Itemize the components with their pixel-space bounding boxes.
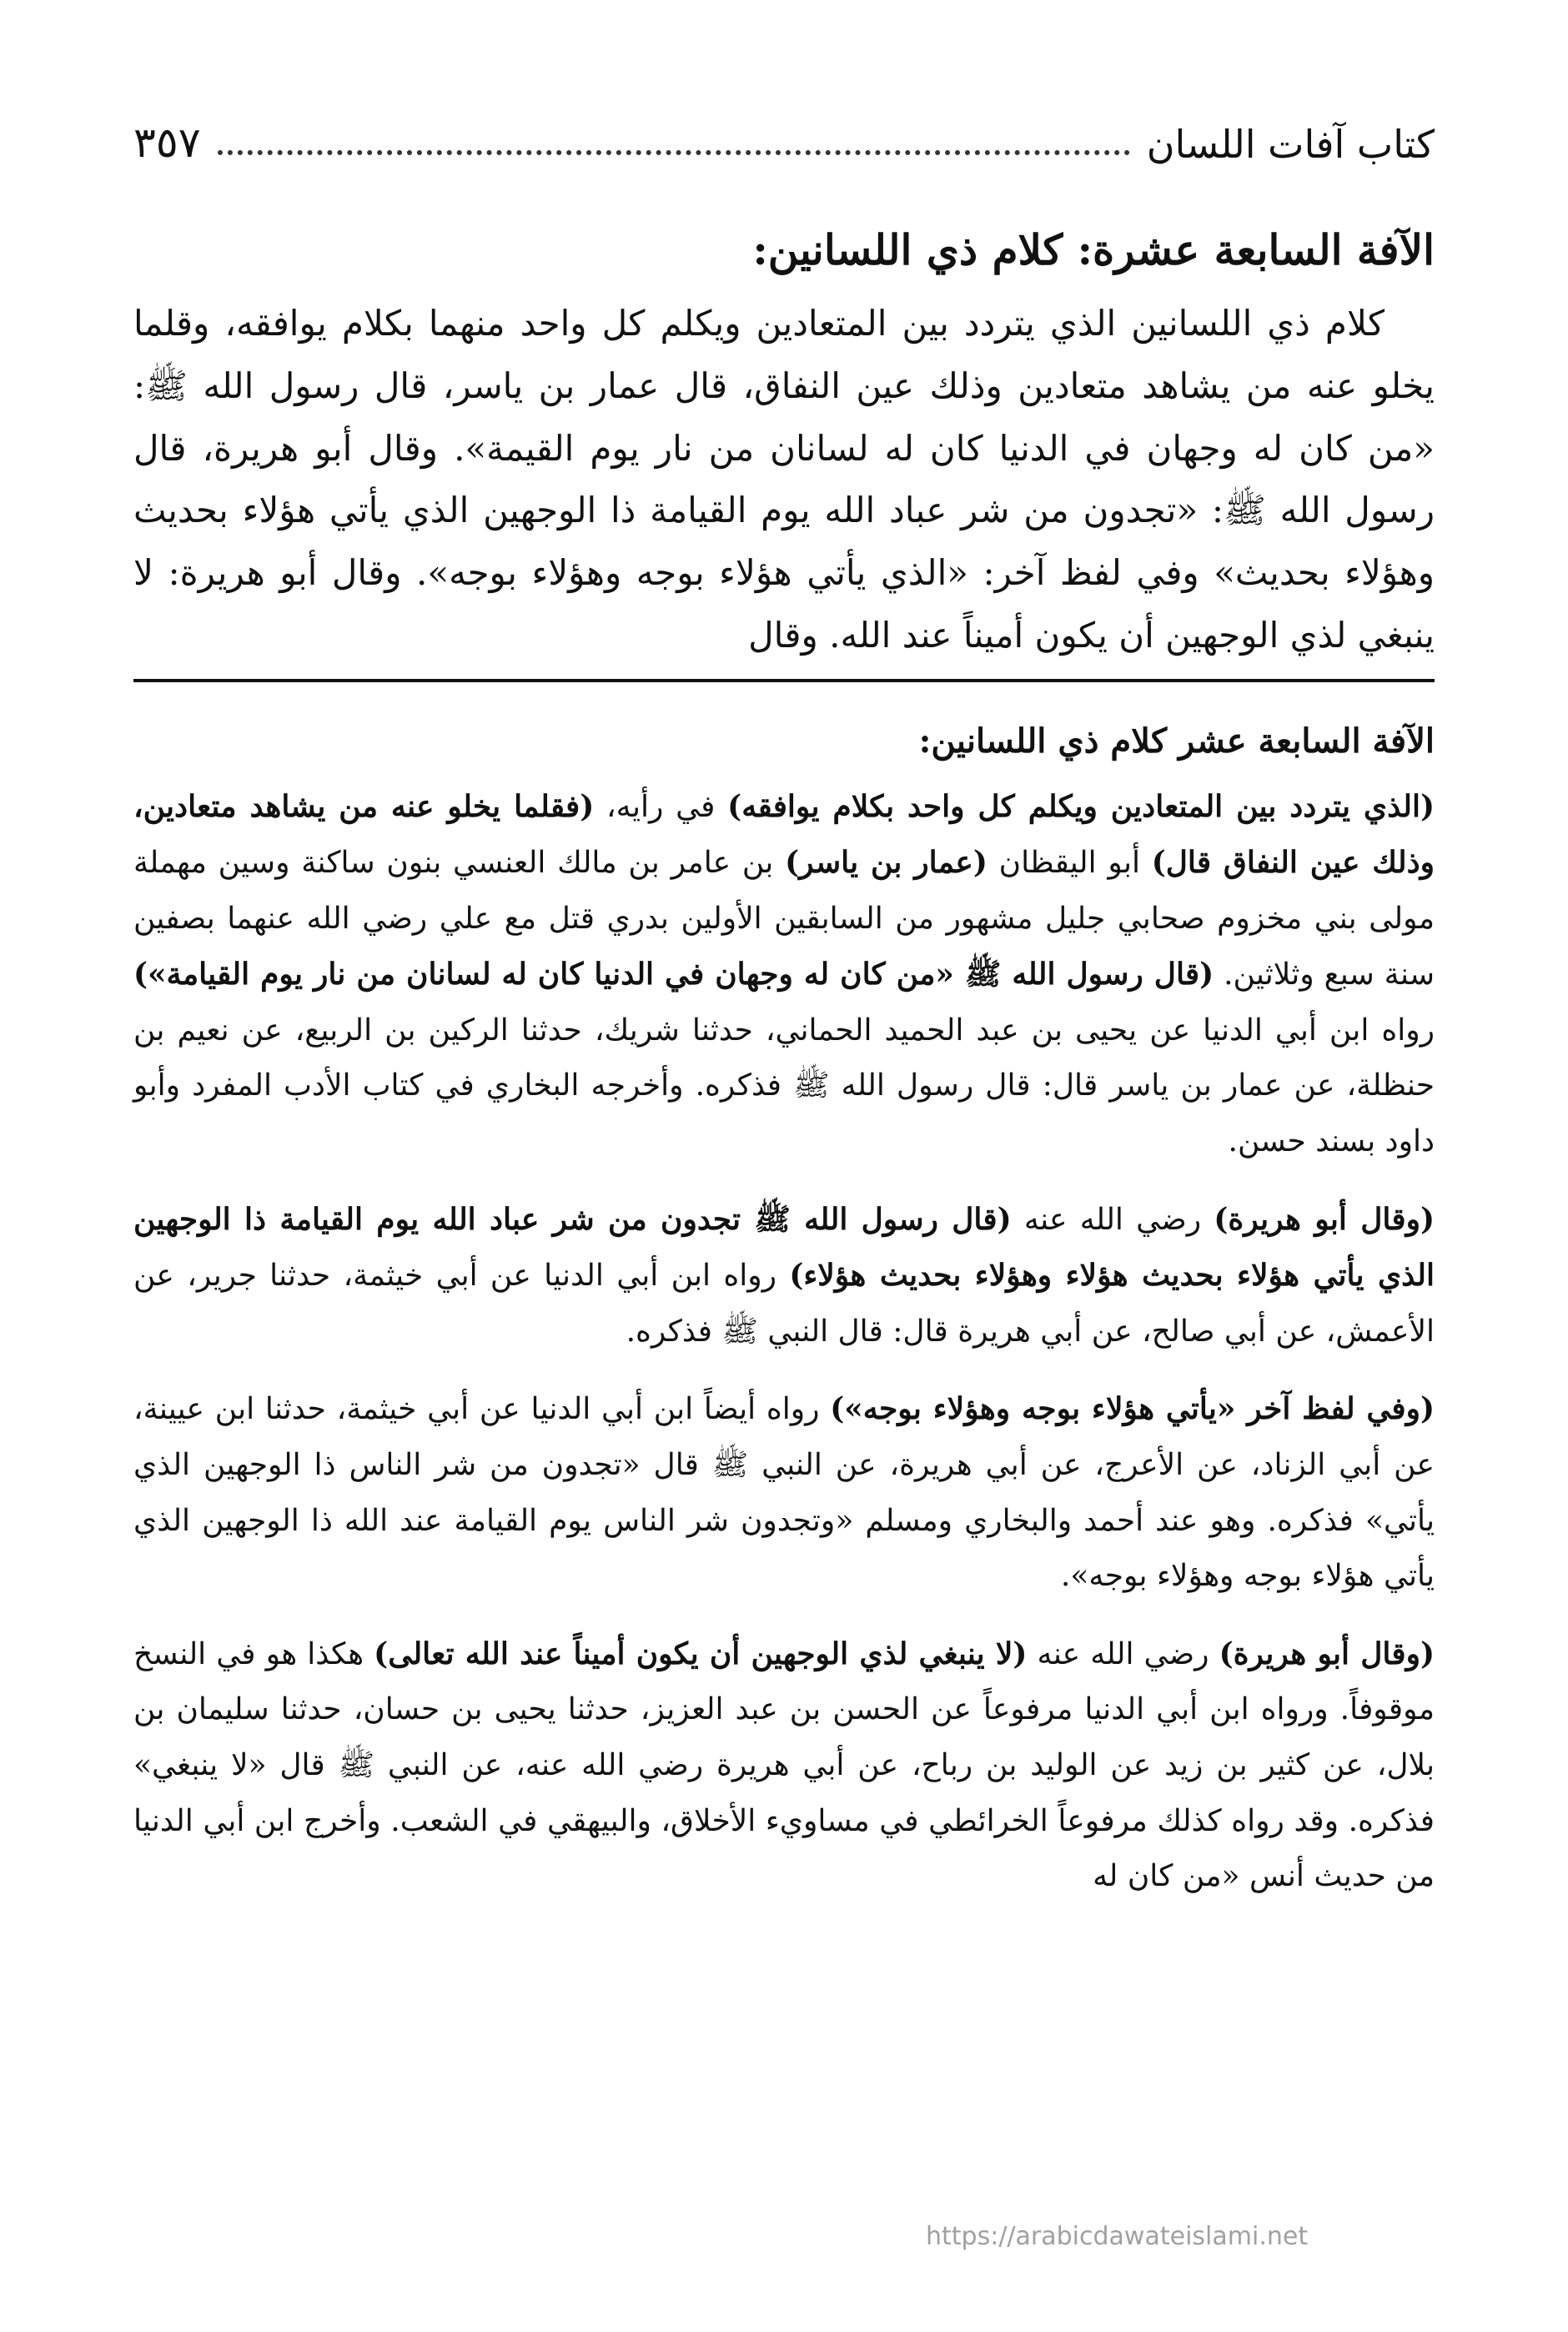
- commentary-paragraph: [133, 1192, 1435, 1360]
- quoted-text: (قال رسول الله ﷺ تجدون من شر عباد الله يوم القيامة ذا الوجهين الذي يأتي هؤلاء بحديث هؤلاء وهؤلاء بحديث هؤلاء): [133, 1201, 1435, 1294]
- running-header: [133, 100, 1435, 167]
- quoted-text: (قال رسول الله ﷺ «من كان له وجهان في الدنيا كان له لسانان من نار يوم القيامة»): [133, 957, 1214, 993]
- commentary-text: رواه أيضاً ابن أبي الدنيا عن أبي خيثمة، حدثنا ابن عيينة، عن أبي الزناد، عن الأعرج، عن أبي هريرة، عن النبي ﷺ قال «تجدون من شر الناس ذا الوجهين الذي يأتي» فذكره. وهو عند أحمد والبخاري ومسلم «وتجدون شر الناس يوم القيامة عند الله ذا الوجهين الذي يأتي هؤلاء بوجه وهؤلاء بوجه».: [133, 1392, 1435, 1594]
- book-page: [133, 100, 1435, 1927]
- quoted-text: (فقلما يخلو عنه من يشاهد متعادين، وذلك عين النفاق قال): [133, 788, 1435, 881]
- quoted-text: (وقال أبو هريرة): [1214, 1201, 1435, 1237]
- quoted-text: (وفي لفظ آخر «يأتي هؤلاء بوجه وهؤلاء بوجه»): [830, 1391, 1435, 1427]
- quoted-text: (عمار بن ياسر): [785, 845, 988, 881]
- commentary-text: بن عامر بن مالك العنسي بنون ساكنة وسين مهملة مولى بني مخزوم صحابي جليل مشهور من السابقين الأولين بدري قتل مع علي رضي الله عنهما بصفين سنة سبع وثلاثين.: [133, 846, 1435, 993]
- quoted-text: (وقال أبو هريرة): [1219, 1636, 1435, 1671]
- leader-dots: [218, 150, 1130, 155]
- section-title: الآفة السابعة عشرة: كلام ذي اللسانين:: [752, 225, 1435, 274]
- quoted-text: (الذي يتردد بين المتعادين ويكلم كل واحد بكلام يوافقه): [727, 788, 1435, 824]
- footnote-divider: [133, 679, 1435, 682]
- commentary: [133, 711, 1435, 1905]
- commentary-paragraph: [133, 1381, 1435, 1604]
- commentary-paragraph: [133, 779, 1435, 1170]
- commentary-text: أبو اليقظان: [987, 846, 1152, 881]
- commentary-text: في رأيه،: [594, 789, 728, 824]
- commentary-text: رضي الله عنه: [1011, 1202, 1214, 1237]
- main-paragraph: كلام ذي اللسانين الذي يتردد بين المتعادين ويكلم كل واحد منهما بكلام يوافقه، وقلما يخلو عنه من يشاهد متعادين وذلك عين النفاق، قال عمار بن ياسر، قال رسول الله ﷺ: «من كان له وجهان في الدنيا كان له لسانان من نار يوم القيمة». وقال أبو هريرة، قال رسول الله ﷺ: «تجدون من شر عباد الله يوم القيامة ذا الوجهين الذي يأتي هؤلاء بحديث وهؤلاء بحديث» وفي لفظ آخر: «الذي يأتي هؤلاء بوجه وهؤلاء بوجه». وقال أبو هريرة: لا ينبغي لذي الوجهين أن يكون أميناً عند الله. وقال: [133, 303, 1435, 656]
- commentary-text: رواه ابن أبي الدنيا عن يحيى بن عبد الحميد الحماني، حدثنا شريك، حدثنا الركين بن الربيع، عن نعيم بن حنظلة، عن عمار بن ياسر قال: قال رسول الله ﷺ فذكره. وأخرجه البخاري في كتاب الأدب المفرد وأبو داود بسند حسن.: [133, 1013, 1435, 1159]
- quoted-text: (لا ينبغي لذي الوجهين أن يكون أميناً عند الله تعالى): [374, 1636, 1028, 1671]
- running-title: كتاب آفات اللسان: [1146, 122, 1435, 167]
- commentary-paragraph: [133, 1626, 1435, 1905]
- commentary-text: رضي الله عنه: [1027, 1636, 1219, 1671]
- page-number: ٣٥٧: [133, 118, 201, 167]
- watermark-url: https://arabicdawateislami.net: [926, 2222, 1309, 2251]
- commentary-text: هكذا هو في النسخ موقوفاً. ورواه ابن أبي الدنيا مرفوعاً عن الحسن بن عبد العزيز، حدثنا يحيى بن حسان، حدثنا سليمان بن بلال، عن كثير بن زيد عن الوليد بن رباح، عن أبي هريرة رضي الله عنه، عن النبي ﷺ قال «لا ينبغي» فذكره. وقد رواه كذلك مرفوعاً الخرائطي في مساويء الأخلاق، والبيهقي في الشعب. وأخرج ابن أبي الدنيا من حديث أنس «من كان له: [133, 1636, 1435, 1894]
- commentary-text: رواه ابن أبي الدنيا عن أبي خيثمة، حدثنا جرير، عن الأعمش، عن أبي صالح، عن أبي هريرة قال: قال النبي ﷺ فذكره.: [133, 1259, 1435, 1349]
- main-text: [133, 293, 1435, 667]
- commentary-title: الآفة السابعة عشر كلام ذي اللسانين:: [918, 721, 1435, 761]
